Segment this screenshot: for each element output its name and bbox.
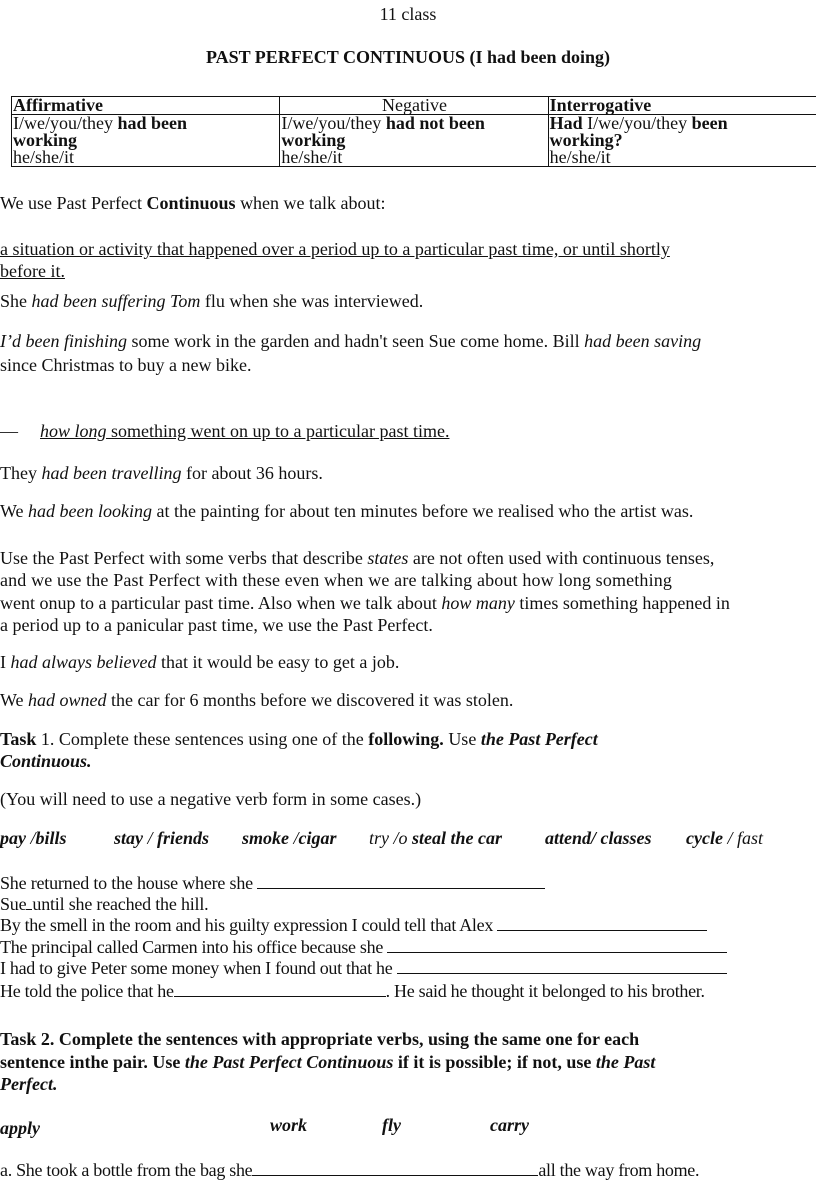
affirmative-subject: I/we/you/they (13, 113, 118, 133)
answer-blank[interactable] (497, 915, 707, 931)
answer-blank[interactable] (387, 937, 727, 953)
task2-sentence-a: a. She took a bottle from the bag she all the way from home. (0, 1160, 700, 1180)
word-bank-item: attend/ classes (545, 828, 652, 848)
negative-subject: I/we/you/they (281, 113, 386, 133)
task1-sentence-6: He told the police that he . He said he thought it belonged to his brother. (0, 981, 705, 1001)
word-bank-item: pay /bills (0, 828, 67, 848)
task1-instruction-line-2: Continuous. (0, 751, 92, 771)
word-bank-item: try /o steal the car (369, 828, 502, 848)
word-bank-item: stay / friends (114, 828, 210, 848)
task1-note: (You will need to use a negative verb form in some cases.) (0, 789, 422, 809)
situation-line-1: a situation or activity that happened over a period up to a particular past time, or until shortly (0, 239, 670, 259)
task1-sentence-5: I had to give Peter some money when I found out that he (0, 957, 727, 979)
dash: — (0, 421, 18, 441)
header-interrogative: Interrogative (548, 97, 816, 115)
states-line-2: and we use the Past Perfect with these even when we are talking about how long something (0, 570, 673, 590)
example-1: She had been suffering Tom flu when she was interviewed. (0, 291, 424, 311)
class-label: 11 class (379, 4, 437, 24)
negative-subject2: he/she/it (281, 147, 343, 167)
example-4: We had been looking at the painting for about ten minutes before we realised who the artist was. (0, 501, 694, 521)
affirmative-participle: working (13, 130, 78, 150)
interrogative-cell (548, 115, 816, 167)
states-line-1: Use the Past Perfect with some verbs that describe states are not often used with continuous tenses, (0, 548, 715, 568)
task1-sentence-4: The principal called Carmen into his office because she (0, 936, 727, 958)
answer-blank[interactable] (257, 873, 545, 889)
usage-intro: We use Past Perfect Continuous when we talk about: (0, 193, 386, 213)
example-3: They had been travelling for about 36 hours. (0, 463, 323, 483)
how-long-line: — how long something went on up to a particular past time. (0, 421, 450, 441)
affirmative-verb: had been (117, 113, 188, 133)
verb-bank-item: apply (0, 1118, 40, 1138)
affirmative-subject2: he/she/it (13, 147, 74, 167)
word-bank-item: cycle / fast (686, 828, 763, 848)
negative-participle: working (281, 130, 346, 150)
task2-instruction-line-2: sentence inthe pair. Use the Past Perfect Continuous if it is possible; if not, use the Past (0, 1052, 656, 1072)
affirmative-cell (12, 115, 280, 167)
task1-sentence-2: Sue until she reached the hill. (0, 894, 209, 914)
table-header-row (12, 97, 816, 115)
negative-cell (280, 115, 548, 167)
answer-blank[interactable] (174, 981, 386, 997)
answer-blank[interactable] (397, 958, 727, 974)
states-line-4: a period up to a panicular past time, we use the Past Perfect. (0, 615, 433, 635)
page-title: PAST PERFECT CONTINUOUS (I had been doing) (205, 47, 611, 67)
situation-line-2: before it. (0, 261, 65, 281)
answer-blank[interactable] (252, 1160, 538, 1176)
interrogative-subject2: he/she/it (549, 147, 611, 167)
verb-bank-item: carry (490, 1115, 529, 1135)
interrogative-verb: been (691, 113, 728, 133)
word-bank-item: smoke /cigar (242, 828, 337, 848)
example-6: We had owned the car for 6 months before we discovered it was stolen. (0, 690, 514, 710)
interrogative-aux: Had (549, 113, 583, 133)
task2-instruction-line-1: Task 2. Complete the sentences with appropriate verbs, using the same one for each (0, 1029, 640, 1049)
example-2-line-2: since Christmas to buy a new bike. (0, 355, 252, 375)
example-5: I had always believed that it would be easy to get a job. (0, 652, 400, 672)
interrogative-subject: I/we/you/they (582, 113, 692, 133)
example-2-line-1: I’d been finishing some work in the garden and hadn't seen Sue come home. Bill had been saving (0, 331, 702, 351)
table-row (12, 115, 816, 167)
verb-bank-item: fly (382, 1115, 401, 1135)
header-affirmative: Affirmative (12, 97, 280, 115)
task1-instruction-line-1: Task 1. Complete these sentences using one of the following. Use the Past Perfect (0, 729, 598, 749)
negative-verb: had not been (385, 113, 485, 133)
header-negative: Negative (280, 97, 548, 115)
task2-instruction-line-3: Perfect. (0, 1074, 58, 1094)
conjugation-table (11, 96, 816, 167)
task1-sentence-3: By the smell in the room and his guilty expression I could tell that Alex (0, 914, 707, 936)
interrogative-participle: working? (549, 130, 623, 150)
states-line-3: went onup to a particular past time. Also when we talk about how many times something happened in (0, 593, 730, 613)
task1-sentence-1: She returned to the house where she (0, 872, 545, 894)
verb-bank-item: work (270, 1115, 308, 1135)
